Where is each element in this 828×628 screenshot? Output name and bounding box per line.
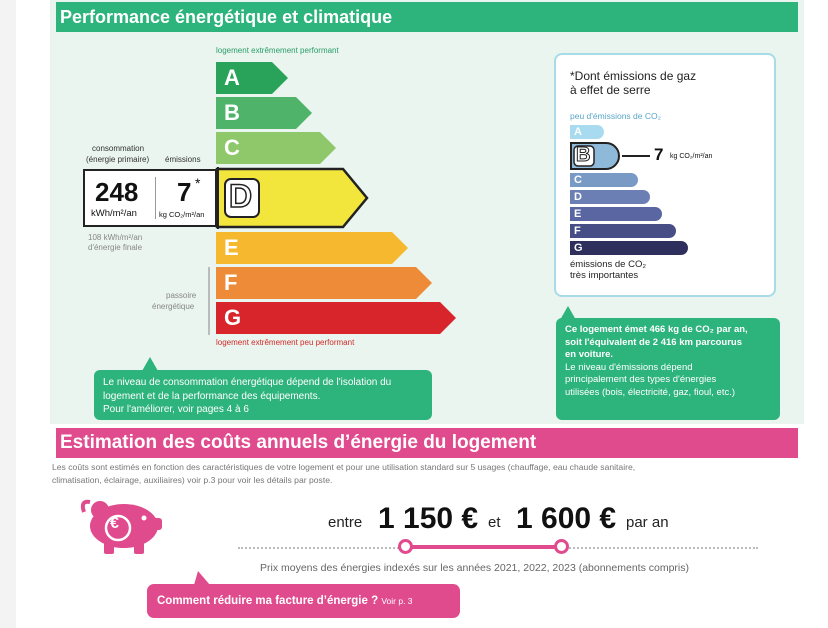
dpe-bar-d-current	[215, 167, 369, 229]
range-segment	[406, 545, 562, 549]
ges-bar-b-current	[570, 142, 622, 170]
dpe-bubble-pointer	[142, 357, 158, 371]
ges-bubble-bold-2: soit l'équivalent de 2 416 km parcourus	[565, 336, 743, 348]
reduce-bill-label: Comment réduire ma facture d’énergie ?	[157, 595, 379, 607]
dpe-values-box	[83, 169, 217, 227]
ges-value: 7	[654, 145, 664, 164]
performance-section-title: Performance énergétique et climatique	[56, 2, 798, 32]
costs-desc-line-2: climatisation, éclairage, auxiliaires) voir p.3 pour voir les détails par poste.	[52, 475, 333, 485]
prices-note: Prix moyens des énergies indexés sur les années 2021, 2022, 2023 (abonnements compris)	[260, 562, 689, 574]
ges-top-label: peu d'émissions de CO₂	[570, 111, 661, 121]
cost-high: 1 600 €	[516, 502, 617, 535]
dpe-bar-g: G	[216, 302, 456, 334]
ges-unit: kg CO₂/m²/an	[670, 153, 713, 160]
ges-pointer-line	[622, 155, 650, 157]
dpe-bar-a: A	[216, 62, 288, 94]
cost-par-an: par an	[626, 514, 669, 531]
ges-bubble-line-1: Le niveau d'émissions dépend	[565, 361, 693, 373]
dpe-bar-b: B	[216, 97, 312, 129]
ges-bar-g: G	[570, 241, 688, 255]
dpe-bubble-line-1: Le niveau de consommation énergétique dépend de l'isolation du	[103, 377, 392, 388]
consumption-value: 248	[95, 177, 139, 207]
ges-bar-e: E	[570, 207, 662, 221]
consumption-label-2: (énergie primaire)	[86, 155, 150, 164]
dpe-bubble-line-3: Pour l'améliorer, voir pages 4 à 6	[103, 404, 249, 415]
final-energy-2: d'énergie finale	[88, 243, 143, 252]
dpe-bottom-label: logement extrêmement peu performant	[216, 338, 355, 347]
reduce-bill-button[interactable]	[147, 584, 460, 618]
cost-entre: entre	[328, 514, 363, 531]
piggy-euro-symbol: €	[110, 515, 119, 532]
dpe-bar-f: F	[216, 267, 432, 299]
ges-title-1: *Dont émissions de gaz	[570, 69, 697, 83]
costs-description	[52, 461, 804, 487]
ges-bubble-line-2: principalement des types d'énergies	[565, 374, 717, 385]
ges-bubble-bold-3: en voiture.	[565, 349, 614, 360]
ges-bubble-bold-1: Ce logement émet 466 kg de CO₂ par an,	[565, 324, 748, 335]
range-high-marker	[554, 539, 569, 554]
costs-desc-line-1: Les coûts sont estimés en fonction des caractéristiques de votre logement et pour une utilisation standard sur 5 usages (chauffage, eau chaude sanitaire,	[52, 462, 636, 472]
passoire-bracket	[208, 267, 210, 335]
ges-info-bubble	[556, 318, 780, 420]
final-energy-1: 108 kWh/m²/an	[88, 233, 143, 242]
dpe-bar-e: E	[216, 232, 408, 264]
ges-bar-d: D	[570, 190, 650, 204]
ges-bar-f: F	[570, 224, 676, 238]
dpe-info-bubble	[94, 370, 432, 420]
box-connector	[217, 167, 219, 229]
emissions-star: *	[195, 175, 201, 191]
consumption-label-1: consommation	[92, 144, 145, 153]
ges-current-letter: B	[576, 144, 591, 166]
values-divider	[155, 177, 156, 219]
ges-title-2: à effet de serre	[570, 83, 651, 97]
ges-bar-a: A	[570, 125, 604, 139]
cost-range-row	[0, 500, 828, 540]
ges-bar-c: C	[570, 173, 638, 187]
dpe-top-label: logement extrêmement performant	[216, 46, 339, 55]
ges-bottom-label-1: émissions de CO₂	[570, 259, 647, 270]
emissions-label: émissions	[165, 155, 201, 164]
passoire-label-2: énergétique	[152, 302, 195, 311]
dpe-bar-c: C	[216, 132, 336, 164]
emissions-value: 7	[177, 177, 192, 207]
consumption-unit: kWh/m²/an	[91, 208, 137, 219]
ges-bottom-label-2: très importantes	[570, 270, 639, 281]
costs-section-title: Estimation des coûts annuels d’énergie du logement	[56, 428, 798, 458]
tip-pointer	[194, 571, 210, 585]
cost-low: 1 150 €	[378, 502, 479, 535]
emissions-unit: kg CO₂/m²/an	[159, 210, 205, 219]
ges-card	[554, 53, 776, 297]
dpe-bubble-line-2: logement et de la performance des équipements.	[103, 390, 321, 402]
ges-bubble-line-3: utilisées (bois, électricité, gaz, fioul, etc.)	[565, 386, 736, 398]
cost-et: et	[488, 514, 501, 531]
reduce-bill-ref: Voir p. 3	[381, 596, 413, 606]
passoire-label-1: passoire	[166, 291, 197, 300]
dpe-current-letter: D	[229, 178, 253, 214]
range-low-marker	[398, 539, 413, 554]
